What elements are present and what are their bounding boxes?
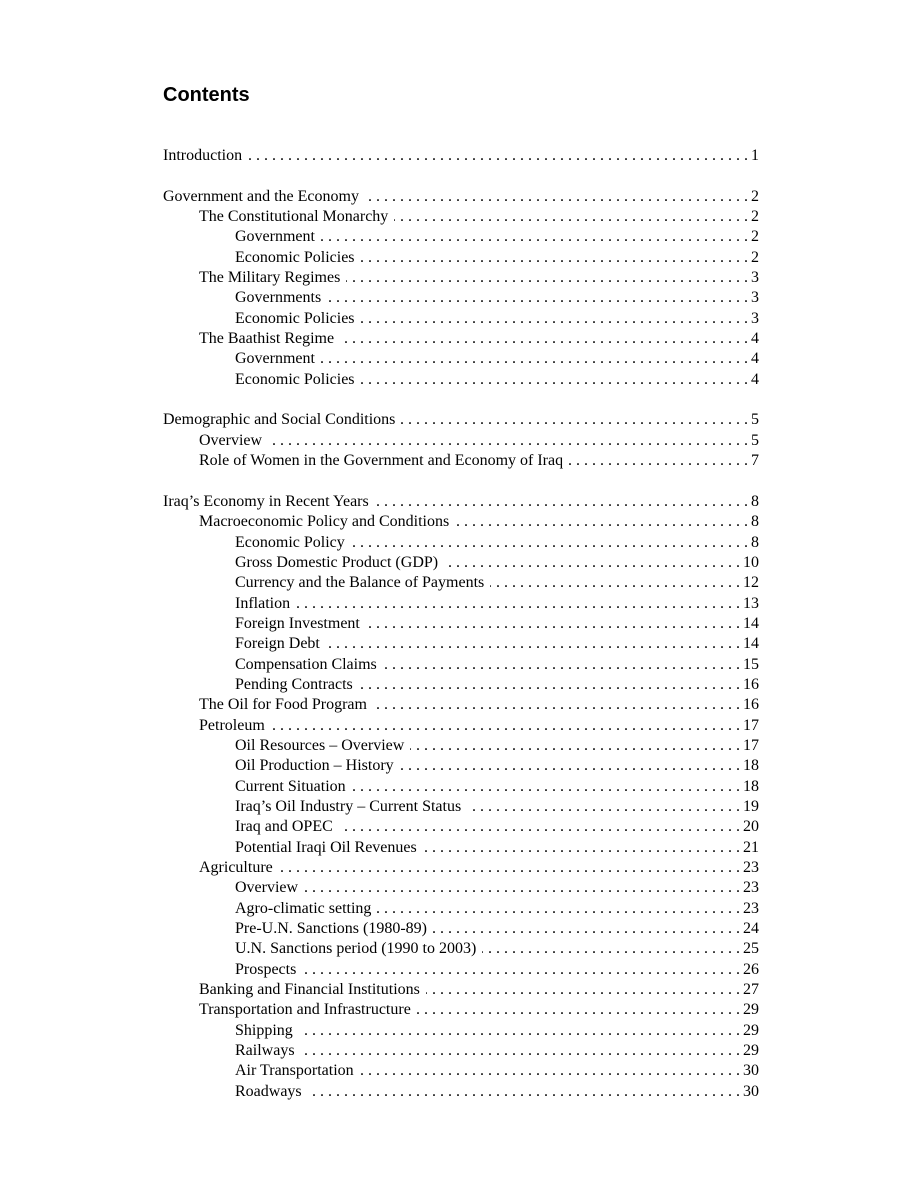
- toc-entry-page-number: 2: [751, 248, 759, 266]
- toc-dot-leader: [444, 553, 740, 573]
- toc-dot-leader: [426, 980, 740, 1000]
- toc-entry-page-number: 10: [743, 553, 759, 571]
- toc-dot-leader: [308, 1082, 740, 1102]
- toc-dot-leader: [346, 268, 748, 288]
- toc-dot-leader: [417, 1000, 740, 1020]
- toc-entry-title: Banking and Financial Institutions: [199, 981, 420, 999]
- toc-entry-page-number: 15: [743, 655, 759, 673]
- toc-entry-page-number: 23: [743, 879, 759, 897]
- toc-entry[interactable]: [163, 736, 759, 756]
- toc-entry[interactable]: [163, 858, 759, 878]
- toc-entry-page-number: 30: [743, 1082, 759, 1100]
- toc-entry[interactable]: [163, 634, 759, 654]
- toc-entry-page-number: 2: [751, 187, 759, 205]
- toc-entry-title: Gross Domestic Product (GDP): [235, 553, 439, 571]
- toc-entry-page-number: 16: [743, 696, 759, 714]
- toc-entry-title: Introduction: [163, 147, 243, 164]
- toc-entry[interactable]: [163, 655, 759, 675]
- toc-entry-title: Foreign Debt: [235, 635, 320, 653]
- toc-dot-leader: [467, 797, 740, 817]
- toc-entry-page-number: 2: [751, 228, 759, 246]
- toc-entry[interactable]: [163, 309, 759, 329]
- toc-entry-title: The Constitutional Monarchy: [199, 208, 389, 226]
- toc-entry-title: Agriculture: [199, 859, 273, 877]
- toc-dot-leader: [321, 227, 748, 247]
- toc-entry[interactable]: [163, 553, 759, 573]
- toc-entry-page-number: 18: [743, 757, 759, 775]
- toc-entry-title: Petroleum: [199, 716, 265, 734]
- toc-dot-leader: [365, 187, 748, 207]
- toc-entry[interactable]: [163, 431, 759, 451]
- toc-entry-page-number: 3: [751, 269, 759, 287]
- page-title: Contents: [163, 84, 250, 106]
- toc-entry[interactable]: [163, 451, 759, 471]
- toc-dot-leader: [455, 512, 748, 532]
- toc-entry-page-number: 13: [743, 594, 759, 612]
- toc-entry-page-number: 5: [751, 411, 759, 429]
- toc-entry-page-number: 14: [743, 614, 759, 632]
- toc-entry-title: Iraq and OPEC: [235, 818, 333, 836]
- toc-dot-leader: [410, 736, 740, 756]
- toc-entry-title: Currency and the Balance of Payments: [235, 574, 485, 592]
- toc-entry-title: Potential Iraqi Oil Revenues: [235, 838, 417, 856]
- toc-entry[interactable]: [163, 1061, 759, 1081]
- toc-entry-page-number: 17: [743, 736, 759, 754]
- toc-dot-leader: [326, 634, 740, 654]
- toc-dot-leader: [361, 248, 748, 268]
- toc-entry[interactable]: [163, 838, 759, 858]
- toc-entry-page-number: 26: [743, 960, 759, 978]
- toc-dot-leader: [400, 756, 740, 776]
- toc-dot-leader: [299, 1021, 740, 1041]
- toc-entry-page-number: 14: [743, 635, 759, 653]
- toc-entry-page-number: 23: [743, 859, 759, 877]
- toc-dot-leader: [361, 370, 748, 390]
- toc-entry-page-number: 27: [743, 981, 759, 999]
- toc-dot-leader: [304, 878, 740, 898]
- toc-entry[interactable]: [163, 410, 759, 430]
- toc-dot-leader: [366, 614, 740, 634]
- toc-entry-title: Pending Contracts: [235, 675, 353, 693]
- toc-entry-page-number: 1: [751, 147, 759, 164]
- toc-entry[interactable]: [163, 980, 759, 1000]
- toc-entry-page-number: 20: [743, 818, 759, 836]
- toc-entry[interactable]: [163, 573, 759, 593]
- toc-dot-leader: [490, 573, 740, 593]
- toc-entry[interactable]: [163, 370, 759, 390]
- toc-entry-title: Shipping: [235, 1021, 293, 1039]
- toc-entry[interactable]: [163, 349, 759, 369]
- toc-entry[interactable]: [163, 614, 759, 634]
- toc-dot-leader: [340, 329, 748, 349]
- toc-entry-title: Macroeconomic Policy and Conditions: [199, 513, 450, 531]
- toc-dot-leader: [361, 309, 748, 329]
- toc-entry[interactable]: [163, 939, 759, 959]
- toc-entry[interactable]: [163, 675, 759, 695]
- toc-entry-title: Economic Policies: [235, 370, 355, 388]
- toc-entry-page-number: 24: [743, 920, 759, 938]
- toc-entry-title: Government: [235, 228, 315, 246]
- toc-entry-page-number: 3: [751, 289, 759, 307]
- toc-entry-title: The Oil for Food Program: [199, 696, 367, 714]
- toc-entry[interactable]: [163, 492, 759, 512]
- toc-entry-page-number: 30: [743, 1062, 759, 1080]
- toc-dot-leader: [279, 858, 740, 878]
- toc-entry[interactable]: [163, 533, 759, 553]
- toc-entry-page-number: 21: [743, 838, 759, 856]
- toc-dot-leader: [482, 939, 740, 959]
- toc-entry-title: The Military Regimes: [199, 269, 341, 287]
- toc-entry[interactable]: [163, 227, 759, 247]
- toc-entry[interactable]: [163, 1021, 759, 1041]
- table-of-contents: [163, 146, 759, 1102]
- toc-dot-leader: [569, 451, 748, 471]
- toc-dot-leader: [423, 838, 740, 858]
- toc-entry-title: U.N. Sanctions period (1990 to 2003): [235, 940, 477, 958]
- toc-entry-title: Iraq’s Economy in Recent Years: [163, 492, 369, 510]
- toc-entry[interactable]: [163, 594, 759, 614]
- toc-entry[interactable]: [163, 187, 759, 207]
- toc-entry-title: Economic Policy: [235, 533, 345, 551]
- toc-entry[interactable]: [163, 716, 759, 736]
- toc-entry-title: Overview: [235, 879, 299, 897]
- toc-entry[interactable]: [163, 512, 759, 532]
- toc-entry-title: Economic Policies: [235, 309, 355, 327]
- toc-entry-page-number: 25: [743, 940, 759, 958]
- toc-entry[interactable]: [163, 248, 759, 268]
- toc-entry-page-number: 29: [743, 1001, 759, 1019]
- toc-entry-page-number: 3: [751, 309, 759, 327]
- toc-entry[interactable]: [163, 899, 759, 919]
- toc-dot-leader: [401, 410, 748, 430]
- toc-entry-page-number: 29: [743, 1042, 759, 1060]
- toc-entry-title: Compensation Claims: [235, 655, 377, 673]
- toc-entry[interactable]: [163, 146, 759, 166]
- toc-entry-title: Transportation and Infrastructure: [199, 1001, 411, 1019]
- toc-entry-title: Economic Policies: [235, 248, 355, 266]
- toc-dot-leader: [248, 146, 748, 166]
- toc-entry-title: Pre-U.N. Sanctions (1980-89): [235, 920, 427, 938]
- toc-entry-page-number: 18: [743, 777, 759, 795]
- toc-dot-leader: [433, 919, 740, 939]
- toc-entry-title: Air Transportation: [235, 1062, 354, 1080]
- toc-entry-page-number: 4: [751, 350, 759, 368]
- toc-dot-leader: [375, 492, 748, 512]
- toc-entry-title: Overview: [199, 431, 263, 449]
- toc-entry[interactable]: [163, 756, 759, 776]
- toc-dot-leader: [327, 288, 748, 308]
- toc-entry-page-number: 29: [743, 1021, 759, 1039]
- toc-dot-leader: [351, 533, 748, 553]
- toc-entry[interactable]: [163, 919, 759, 939]
- toc-entry[interactable]: [163, 797, 759, 817]
- toc-entry-title: Prospects: [235, 960, 297, 978]
- toc-entry[interactable]: [163, 288, 759, 308]
- toc-dot-leader: [360, 1061, 740, 1081]
- toc-entry-title: Government and the Economy: [163, 187, 359, 205]
- toc-entry-page-number: 8: [751, 533, 759, 551]
- toc-entry[interactable]: [163, 777, 759, 797]
- toc-entry-page-number: 4: [751, 330, 759, 348]
- toc-entry-page-number: 17: [743, 716, 759, 734]
- toc-dot-leader: [268, 431, 748, 451]
- toc-entry-title: Demographic and Social Conditions: [163, 411, 396, 429]
- toc-entry-page-number: 23: [743, 899, 759, 917]
- toc-entry-title: Role of Women in the Government and Economy of Iraq: [199, 452, 564, 470]
- toc-entry-page-number: 4: [751, 370, 759, 388]
- toc-entry-page-number: 16: [743, 675, 759, 693]
- toc-entry-page-number: 2: [751, 208, 759, 226]
- toc-entry-title: Railways: [235, 1042, 295, 1060]
- toc-dot-leader: [302, 960, 740, 980]
- toc-entry-page-number: 7: [751, 452, 759, 470]
- toc-entry[interactable]: [163, 1041, 759, 1061]
- toc-dot-leader: [383, 655, 740, 675]
- toc-entry-title: Oil Production – History: [235, 757, 394, 775]
- toc-dot-leader: [301, 1041, 740, 1061]
- toc-entry-page-number: 8: [751, 513, 759, 531]
- toc-entry[interactable]: [163, 960, 759, 980]
- toc-entry[interactable]: [163, 1000, 759, 1020]
- toc-entry[interactable]: [163, 329, 759, 349]
- toc-entry[interactable]: [163, 817, 759, 837]
- toc-entry-title: Agro-climatic setting: [235, 899, 372, 917]
- toc-dot-leader: [296, 594, 740, 614]
- toc-dot-leader: [352, 777, 740, 797]
- toc-entry-page-number: 19: [743, 798, 759, 815]
- toc-entry-title: The Baathist Regime: [199, 330, 335, 348]
- toc-dot-leader: [394, 207, 748, 227]
- toc-dot-leader: [373, 695, 740, 715]
- toc-entry-title: Government: [235, 350, 315, 368]
- toc-dot-leader: [321, 349, 748, 369]
- toc-entry-title: Iraq’s Oil Industry – Current Status: [235, 798, 462, 815]
- toc-entry-page-number: 8: [751, 492, 759, 510]
- toc-entry[interactable]: [163, 268, 759, 288]
- toc-entry-title: Governments: [235, 289, 322, 307]
- toc-dot-leader: [271, 716, 740, 736]
- toc-entry[interactable]: [163, 207, 759, 227]
- toc-entry[interactable]: [163, 878, 759, 898]
- toc-entry-title: Oil Resources – Overview: [235, 736, 405, 754]
- toc-entry-page-number: 12: [743, 574, 759, 592]
- toc-dot-leader: [359, 675, 740, 695]
- toc-entry[interactable]: [163, 695, 759, 715]
- toc-entry-title: Inflation: [235, 594, 291, 612]
- toc-entry[interactable]: [163, 1082, 759, 1102]
- toc-entry-title: Foreign Investment: [235, 614, 360, 632]
- toc-entry-title: Roadways: [235, 1082, 302, 1100]
- toc-entry-title: Current Situation: [235, 777, 346, 795]
- toc-dot-leader: [339, 817, 740, 837]
- toc-dot-leader: [377, 899, 740, 919]
- toc-entry-page-number: 5: [751, 431, 759, 449]
